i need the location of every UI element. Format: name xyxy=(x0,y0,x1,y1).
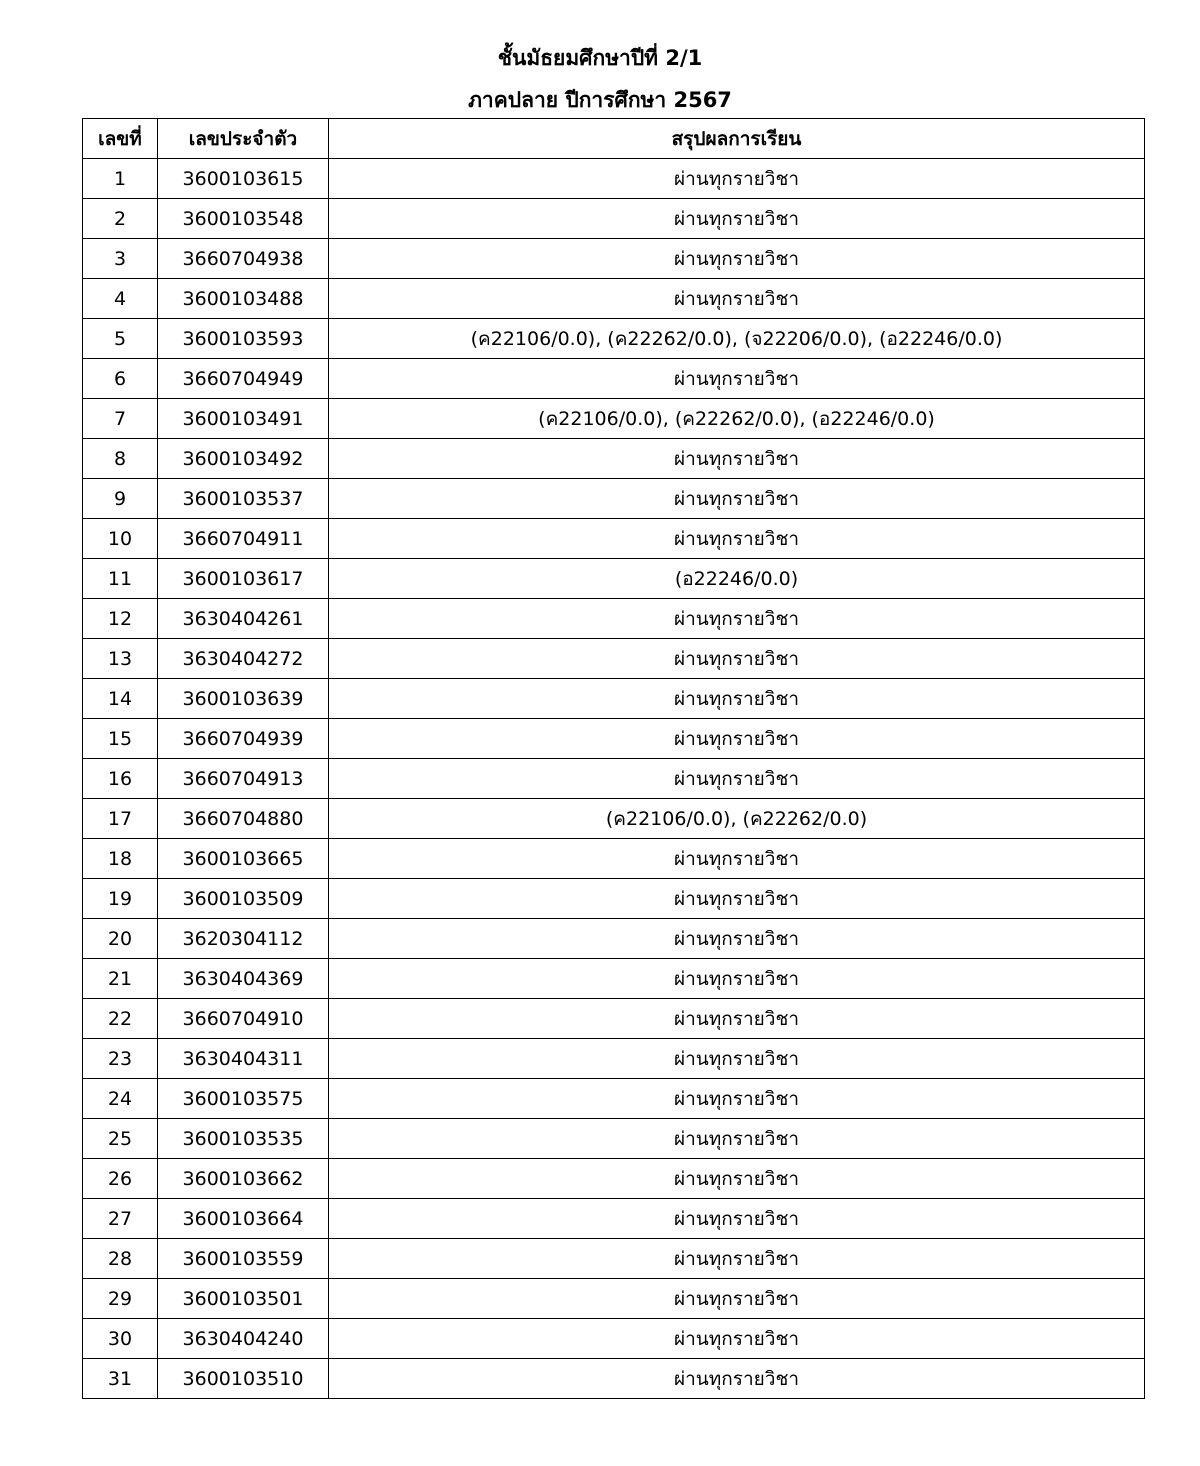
row-result: ผ่านทุกรายวิชา xyxy=(329,999,1145,1039)
row-number: 29 xyxy=(83,1279,158,1319)
table-row xyxy=(83,519,1145,559)
row-number: 17 xyxy=(83,799,158,839)
row-result: (อ22246/0.0) xyxy=(329,559,1145,599)
row-student-id: 3600103492 xyxy=(158,439,329,479)
row-result: ผ่านทุกรายวิชา xyxy=(329,639,1145,679)
row-student-id: 3600103488 xyxy=(158,279,329,319)
row-result: ผ่านทุกรายวิชา xyxy=(329,1239,1145,1279)
table-row xyxy=(83,1359,1145,1399)
row-student-id: 3600103615 xyxy=(158,159,329,199)
row-result: ผ่านทุกรายวิชา xyxy=(329,479,1145,519)
row-student-id: 3660704913 xyxy=(158,759,329,799)
table-row xyxy=(83,839,1145,879)
row-result: ผ่านทุกรายวิชา xyxy=(329,239,1145,279)
row-number: 18 xyxy=(83,839,158,879)
row-result: ผ่านทุกรายวิชา xyxy=(329,199,1145,239)
page-title: ชั้นมัธยมศึกษาปีที่ 2/1 xyxy=(497,46,703,70)
row-number: 27 xyxy=(83,1199,158,1239)
table-row xyxy=(83,1119,1145,1159)
row-student-id: 3660704880 xyxy=(158,799,329,839)
row-student-id: 3620304112 xyxy=(158,919,329,959)
row-result: (ค22106/0.0), (ค22262/0.0) xyxy=(329,799,1145,839)
row-number: 10 xyxy=(83,519,158,559)
row-number: 30 xyxy=(83,1319,158,1359)
row-number: 19 xyxy=(83,879,158,919)
row-student-id: 3630404240 xyxy=(158,1319,329,1359)
row-result: ผ่านทุกรายวิชา xyxy=(329,919,1145,959)
row-number: 26 xyxy=(83,1159,158,1199)
row-number: 1 xyxy=(83,159,158,199)
row-result: ผ่านทุกรายวิชา xyxy=(329,279,1145,319)
table-body xyxy=(83,159,1145,1399)
header-number: เลขที่ xyxy=(83,119,158,159)
table-row xyxy=(83,1039,1145,1079)
row-result: (ค22106/0.0), (ค22262/0.0), (จ22206/0.0), (อ22246/0.0) xyxy=(329,319,1145,359)
row-result: ผ่านทุกรายวิชา xyxy=(329,1279,1145,1319)
row-student-id: 3600103491 xyxy=(158,399,329,439)
table-row xyxy=(83,1199,1145,1239)
row-result: ผ่านทุกรายวิชา xyxy=(329,839,1145,879)
table-row xyxy=(83,199,1145,239)
row-number: 22 xyxy=(83,999,158,1039)
table-row xyxy=(83,759,1145,799)
row-number: 25 xyxy=(83,1119,158,1159)
table-row xyxy=(83,359,1145,399)
row-result: ผ่านทุกรายวิชา xyxy=(329,759,1145,799)
table-row xyxy=(83,799,1145,839)
row-number: 14 xyxy=(83,679,158,719)
page-subtitle: ภาคปลาย ปีการศึกษา 2567 xyxy=(468,88,732,112)
table-row xyxy=(83,439,1145,479)
table-row xyxy=(83,999,1145,1039)
table-row xyxy=(83,719,1145,759)
table-row xyxy=(83,1159,1145,1199)
row-number: 2 xyxy=(83,199,158,239)
row-student-id: 3660704949 xyxy=(158,359,329,399)
row-student-id: 3600103559 xyxy=(158,1239,329,1279)
row-number: 28 xyxy=(83,1239,158,1279)
row-number: 16 xyxy=(83,759,158,799)
row-number: 13 xyxy=(83,639,158,679)
header-student-id: เลขประจำตัว xyxy=(158,119,329,159)
table-row xyxy=(83,399,1145,439)
row-number: 3 xyxy=(83,239,158,279)
row-student-id: 3630404261 xyxy=(158,599,329,639)
row-result: ผ่านทุกรายวิชา xyxy=(329,159,1145,199)
table-row xyxy=(83,679,1145,719)
row-student-id: 3600103617 xyxy=(158,559,329,599)
table-row xyxy=(83,1079,1145,1119)
row-result: ผ่านทุกรายวิชา xyxy=(329,1319,1145,1359)
row-student-id: 3600103639 xyxy=(158,679,329,719)
row-result: ผ่านทุกรายวิชา xyxy=(329,1359,1145,1399)
row-student-id: 3630404311 xyxy=(158,1039,329,1079)
row-number: 31 xyxy=(83,1359,158,1399)
row-student-id: 3600103535 xyxy=(158,1119,329,1159)
row-student-id: 3600103548 xyxy=(158,199,329,239)
table-row xyxy=(83,599,1145,639)
row-number: 7 xyxy=(83,399,158,439)
row-result: ผ่านทุกรายวิชา xyxy=(329,1039,1145,1079)
table-row xyxy=(83,479,1145,519)
table-row xyxy=(83,1279,1145,1319)
table-row xyxy=(83,879,1145,919)
row-student-id: 3660704911 xyxy=(158,519,329,559)
table-row xyxy=(83,959,1145,999)
row-number: 21 xyxy=(83,959,158,999)
row-number: 6 xyxy=(83,359,158,399)
row-student-id: 3600103662 xyxy=(158,1159,329,1199)
row-number: 11 xyxy=(83,559,158,599)
row-student-id: 3600103593 xyxy=(158,319,329,359)
row-result: ผ่านทุกรายวิชา xyxy=(329,959,1145,999)
row-number: 5 xyxy=(83,319,158,359)
row-student-id: 3600103510 xyxy=(158,1359,329,1399)
table-row xyxy=(83,1239,1145,1279)
row-student-id: 3660704910 xyxy=(158,999,329,1039)
row-number: 4 xyxy=(83,279,158,319)
row-number: 23 xyxy=(83,1039,158,1079)
row-student-id: 3600103509 xyxy=(158,879,329,919)
row-student-id: 3660704939 xyxy=(158,719,329,759)
row-student-id: 3600103537 xyxy=(158,479,329,519)
row-result: ผ่านทุกรายวิชา xyxy=(329,359,1145,399)
row-number: 12 xyxy=(83,599,158,639)
header-summary: สรุปผลการเรียน xyxy=(329,119,1145,159)
row-result: ผ่านทุกรายวิชา xyxy=(329,1119,1145,1159)
table-row xyxy=(83,239,1145,279)
table-row xyxy=(83,559,1145,599)
row-result: ผ่านทุกรายวิชา xyxy=(329,1199,1145,1239)
row-number: 15 xyxy=(83,719,158,759)
table-row xyxy=(83,159,1145,199)
table-row xyxy=(83,319,1145,359)
row-number: 9 xyxy=(83,479,158,519)
table-header-row xyxy=(83,119,1145,159)
row-result: ผ่านทุกรายวิชา xyxy=(329,519,1145,559)
row-student-id: 3600103501 xyxy=(158,1279,329,1319)
row-student-id: 3630404369 xyxy=(158,959,329,999)
row-result: ผ่านทุกรายวิชา xyxy=(329,439,1145,479)
row-student-id: 3600103664 xyxy=(158,1199,329,1239)
row-result: ผ่านทุกรายวิชา xyxy=(329,719,1145,759)
row-result: (ค22106/0.0), (ค22262/0.0), (อ22246/0.0) xyxy=(329,399,1145,439)
row-student-id: 3600103575 xyxy=(158,1079,329,1119)
row-student-id: 3600103665 xyxy=(158,839,329,879)
row-student-id: 3630404272 xyxy=(158,639,329,679)
table-row xyxy=(83,639,1145,679)
table-row xyxy=(83,279,1145,319)
row-result: ผ่านทุกรายวิชา xyxy=(329,599,1145,639)
row-number: 8 xyxy=(83,439,158,479)
results-table xyxy=(82,118,1145,1399)
row-result: ผ่านทุกรายวิชา xyxy=(329,1079,1145,1119)
row-number: 20 xyxy=(83,919,158,959)
row-result: ผ่านทุกรายวิชา xyxy=(329,879,1145,919)
row-student-id: 3660704938 xyxy=(158,239,329,279)
table-row xyxy=(83,1319,1145,1359)
table-row xyxy=(83,919,1145,959)
row-number: 24 xyxy=(83,1079,158,1119)
row-result: ผ่านทุกรายวิชา xyxy=(329,1159,1145,1199)
row-result: ผ่านทุกรายวิชา xyxy=(329,679,1145,719)
